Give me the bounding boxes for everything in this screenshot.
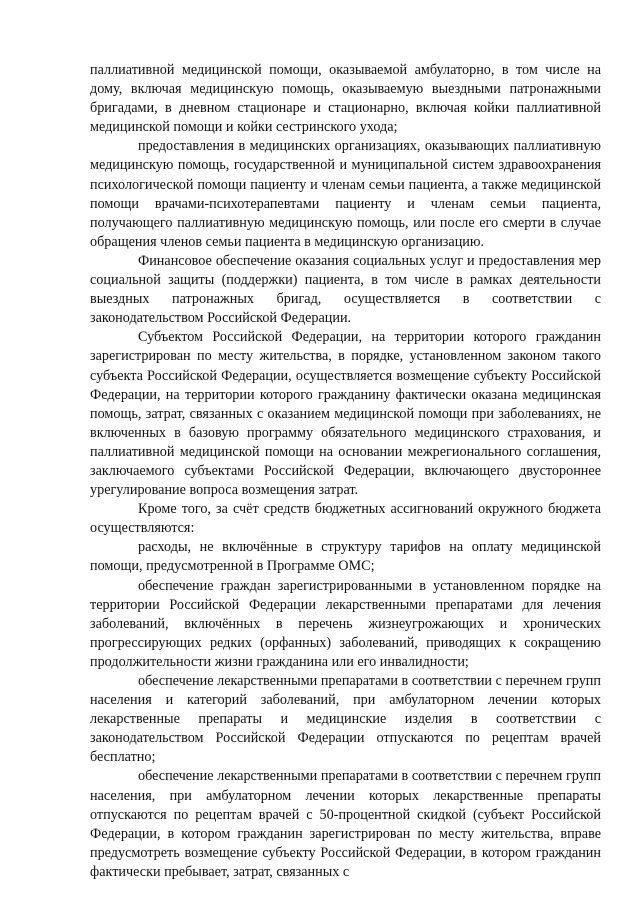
paragraph-social-services-funding: Финансовое обеспечение оказания социальных услуг и предоставления мер социальной защиты (поддержки) пациента, в том числе в рамках деятельности выездных патронажных бригад, осуществляется в соответствии с законодательством Российской Федерации. (90, 252, 601, 327)
paragraph-discount-prescription-drugs: обеспечение лекарственными препаратами в соответствии с перечнем групп населения, при амбулаторном лечении которых лекарственные препараты отпускаются по рецептам врачей с 50-процентной скидкой (субъект Российской Федерации, в котором гражданин зарегистрирован по месту жительства, вправе предусмотреть возмещение субъекту Российской Федерации, в котором гражданин фактически пребывает, затрат, связанных с (90, 768, 601, 880)
paragraph-orphan-diseases-drugs: обеспечение граждан зарегистрированными в установленном порядке на территории Российской Федерации лекарственными препаратами для лечения заболеваний, включённых в перечень жизнеугрожающих и хронических прогрессирующих редких (орфанных) заболеваний, приводящих к сокращению продолжительности жизни гражданина или его инвалидности; (90, 577, 601, 670)
paragraph-expenses-not-in-tariffs: расходы, не включённые в структуру тарифов на оплату медицинской помощи, предусмотренной в Программе ОМС; (90, 539, 601, 575)
document-page (90, 61, 601, 882)
paragraph-district-budget-intro: Кроме того, за счёт средств бюджетных ассигнований окружного бюджета осуществляются: (90, 501, 601, 537)
paragraph-palliative-care-continuation: паллиативной медицинской помощи, оказываемой амбулаторно, в том числе на дому, включая медицинскую помощь, оказываемую выездными патронажными бригадами, в дневном стационаре и стационарно, включая койки паллиативной медицинской помощи и койки сестринского ухода; (90, 62, 601, 136)
paragraph-interregional-reimbursement: Субъектом Российской Федерации, на территории которого гражданин зарегистрирован по месту жительства, в порядке, установленном законом такого субъекта Российской Федерации, осуществляется возмещение субъекту Российской Федерации, на территории которого гражданину фактически оказана медицинская помощь, затрат, связанных с оказанием медицинской помощи при заболеваниях, не включенных в базовую программу обязательного медицинского страхования, и паллиативной медицинской помощи на основании межрегионального соглашения, заключаемого субъектами Российской Федерации, включающего двустороннее урегулирование вопроса возмещения затрат. (90, 329, 601, 499)
paragraph-free-prescription-drugs: обеспечение лекарственными препаратами в соответствии с перечнем групп населения и категорий заболеваний, при амбулаторном лечении которых лекарственные препараты и медицинские изделия в соответствии с законодательством Российской Федерации отпускаются по рецептам врачей бесплатно; (90, 673, 601, 766)
paragraph-psychological-help: предоставления в медицинских организациях, оказывающих паллиативную медицинскую помощь, государственной и муниципальной систем здравоохранения психологической помощи пациенту и членам семьи пациента, а также медицинской помощи врачами-психотерапевтами пациенту и членам семьи пациента, получающего паллиативную медицинскую помощь, или после его смерти в случае обращения членов семьи пациента в медицинскую организацию. (90, 138, 601, 250)
